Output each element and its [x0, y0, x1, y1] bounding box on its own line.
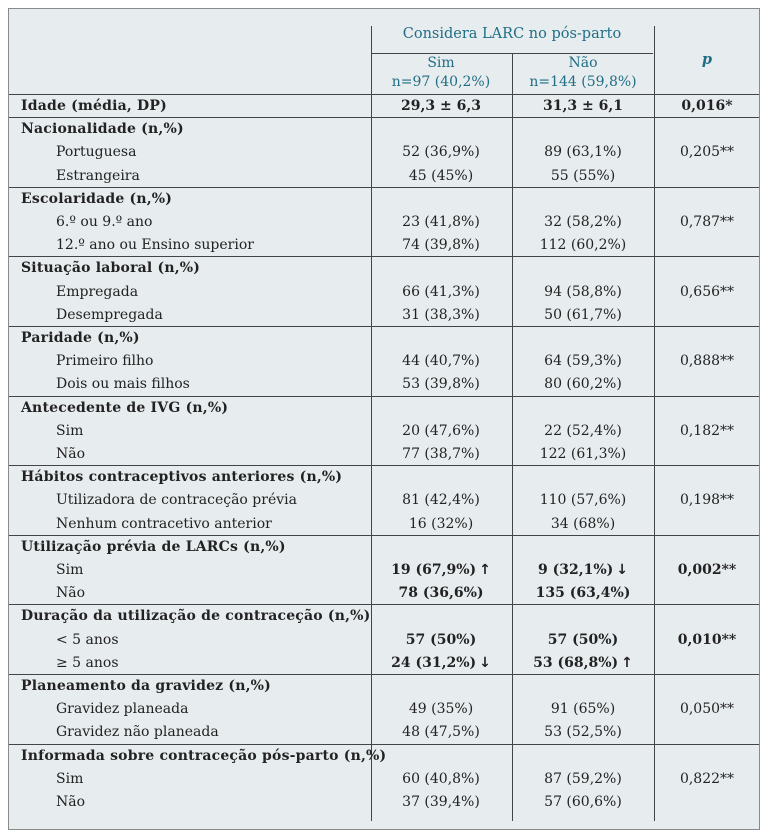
- value-text: 45 (45%): [408, 167, 474, 184]
- row-label: Dois ou mais filhos: [56, 376, 190, 393]
- row-label: 12.º ano ou Ensino superior: [56, 237, 254, 254]
- category-label: Duração da utilização de contraceção (n,%): [21, 608, 371, 625]
- header-col-nao: [513, 53, 653, 92]
- value-text: 9 (32,1%): [538, 562, 614, 578]
- table-row: [9, 304, 759, 327]
- table-row: [9, 420, 759, 443]
- p-value: 0,016*: [681, 98, 733, 114]
- header-nao-label: Não: [568, 55, 598, 71]
- value-nao: [513, 165, 653, 188]
- value-text: 57 (60,6%): [544, 794, 622, 810]
- row-divider: [9, 604, 759, 605]
- category-label: Escolaridade (n,%): [21, 190, 173, 207]
- value-nao: [513, 141, 653, 164]
- value-text: 80 (60,2%): [544, 376, 622, 393]
- value-nao: [513, 443, 653, 466]
- p-value: 0,205**: [679, 144, 735, 161]
- value-text: 89 (63,1%): [544, 144, 622, 161]
- table-row: [9, 397, 759, 420]
- value-text: 60 (40,8%): [402, 770, 480, 787]
- value-sim: [371, 513, 511, 536]
- value-sim: [371, 582, 511, 605]
- header-col-p: p: [701, 51, 713, 68]
- value-nao: [513, 211, 653, 234]
- table-row: [9, 489, 759, 512]
- row-divider: [9, 744, 759, 745]
- row-label: ≥ 5 anos: [56, 654, 119, 671]
- row-label: Gravidez planeada: [56, 701, 189, 718]
- header-sim-n: n=97 (40,2%): [391, 74, 491, 90]
- value-sim: [371, 234, 511, 257]
- value-nao: [513, 791, 653, 814]
- row-label: Sim: [56, 562, 84, 578]
- value-sim: [371, 443, 511, 466]
- row-label: Nenhum contracetivo anterior: [56, 515, 272, 532]
- table-row: [9, 373, 759, 396]
- value-text: 50 (61,7%): [544, 306, 622, 323]
- value-nao: [513, 304, 653, 327]
- category-label: Situação laboral (n,%): [21, 260, 201, 277]
- value-sim: [371, 652, 511, 675]
- category-label: Paridade (n,%): [21, 330, 140, 346]
- table-row: [9, 629, 759, 652]
- table-row: [9, 281, 759, 304]
- row-label: Não: [56, 585, 86, 602]
- value-text: 16 (32%): [408, 515, 474, 532]
- value-nao: [513, 698, 653, 721]
- table-row: [9, 652, 759, 675]
- value-sim: [371, 420, 511, 443]
- value-nao: [513, 489, 653, 512]
- value-sim: [371, 721, 511, 744]
- value-text: 110 (57,6%): [539, 492, 627, 509]
- row-label: Utilizadora de contraceção prévia: [56, 492, 297, 509]
- table-row: [9, 257, 759, 280]
- table-row: [9, 350, 759, 373]
- category-label: Antecedente de IVG (n,%): [21, 399, 229, 416]
- p-value: 0,002**: [677, 562, 737, 578]
- value-sim: [371, 629, 511, 652]
- table-row: [9, 513, 759, 536]
- value-text: 52 (36,9%): [402, 144, 480, 161]
- value-text: 22 (52,4%): [544, 422, 622, 439]
- p-value: 0,656**: [679, 283, 735, 300]
- value-text: 34 (68%): [550, 515, 616, 532]
- results-table: [8, 8, 760, 830]
- header-col-sim: [371, 53, 511, 92]
- table-row: [9, 745, 759, 768]
- value-sim: [371, 165, 511, 188]
- row-label: Portuguesa: [56, 144, 137, 161]
- value-text: 81 (42,4%): [402, 492, 480, 509]
- header-nao-n: n=144 (59,8%): [529, 74, 637, 90]
- row-divider: [9, 117, 759, 118]
- table-row: [9, 768, 759, 791]
- row-label: Empregada: [56, 283, 139, 300]
- table-row: [9, 443, 759, 466]
- value-text: 53 (68,8%): [533, 654, 619, 671]
- value-text: 122 (61,3%): [539, 446, 627, 462]
- table-row: [9, 188, 759, 211]
- value-nao: [513, 768, 653, 791]
- row-label: Primeiro filho: [56, 353, 154, 370]
- p-value: 0,198**: [679, 492, 735, 509]
- category-label: Nacionalidade (n,%): [21, 121, 184, 138]
- value-nao: [513, 95, 653, 118]
- row-label: Não: [56, 794, 86, 810]
- value-text: 77 (38,7%): [402, 446, 480, 462]
- value-nao: [513, 559, 653, 582]
- row-divider: [9, 535, 759, 536]
- value-sim: [371, 791, 511, 814]
- arrow-down-icon: ↓: [479, 654, 491, 671]
- row-divider: [9, 465, 759, 466]
- row-label: < 5 anos: [56, 631, 119, 648]
- row-divider: [9, 187, 759, 188]
- table-row: [9, 141, 759, 164]
- table-row: [9, 721, 759, 744]
- row-label: Estrangeira: [56, 167, 140, 184]
- value-sim: [371, 141, 511, 164]
- value-sim: [371, 559, 511, 582]
- row-label: 6.º ou 9.º ano: [56, 214, 153, 230]
- row-label: Não: [56, 446, 86, 462]
- arrow-up-icon: ↑: [621, 654, 633, 671]
- value-nao: [513, 234, 653, 257]
- row-label: Sim: [56, 770, 84, 787]
- value-sim: [371, 95, 511, 118]
- value-text: 49 (35%): [408, 701, 474, 718]
- row-label: Idade (média, DP): [21, 98, 167, 114]
- value-text: 31 (38,3%): [402, 306, 480, 323]
- table-row: [9, 536, 759, 559]
- value-text: 19 (67,9%): [391, 562, 477, 578]
- value-nao: [513, 629, 653, 652]
- value-nao: [513, 652, 653, 675]
- value-text: 64 (59,3%): [544, 353, 622, 370]
- p-value: 0,888**: [679, 353, 735, 370]
- value-text: 29,3 ± 6,3: [401, 98, 481, 114]
- table-row: [9, 605, 759, 628]
- row-label: Sim: [56, 422, 84, 439]
- value-sim: [371, 211, 511, 234]
- value-text: 112 (60,2%): [539, 237, 627, 254]
- value-nao: [513, 373, 653, 396]
- value-text: 74 (39,8%): [402, 237, 480, 254]
- category-label: Informada sobre contraceção pós-parto (n,%): [21, 747, 387, 764]
- table-row: [9, 698, 759, 721]
- row-divider: [9, 326, 759, 327]
- value-nao: [513, 513, 653, 536]
- value-text: 135 (63,4%): [535, 585, 631, 602]
- value-text: 55 (55%): [550, 167, 616, 184]
- value-text: 57 (50%): [547, 631, 619, 648]
- arrow-up-icon: ↑: [479, 562, 491, 578]
- table-row: [9, 559, 759, 582]
- p-value: 0,787**: [679, 214, 735, 230]
- value-text: 24 (31,2%): [391, 654, 477, 671]
- table-row: [9, 327, 759, 350]
- value-text: 37 (39,4%): [402, 794, 480, 810]
- value-sim: [371, 304, 511, 327]
- value-sim: [371, 768, 511, 791]
- value-nao: [513, 281, 653, 304]
- value-text: 57 (50%): [405, 631, 477, 648]
- value-text: 91 (65%): [550, 701, 616, 718]
- value-text: 32 (58,2%): [544, 214, 622, 230]
- row-divider: [9, 674, 759, 675]
- table-row: [9, 118, 759, 141]
- value-text: 44 (40,7%): [402, 353, 480, 370]
- row-divider: [9, 256, 759, 257]
- table-row: [9, 95, 759, 118]
- value-nao: [513, 420, 653, 443]
- value-text: 31,3 ± 6,1: [543, 98, 623, 114]
- value-nao: [513, 350, 653, 373]
- value-text: 94 (58,8%): [544, 283, 622, 300]
- value-text: 53 (39,8%): [402, 376, 480, 393]
- p-value: 0,182**: [679, 422, 735, 439]
- table-row: [9, 466, 759, 489]
- value-nao: [513, 721, 653, 744]
- category-label: Planeamento da gravidez (n,%): [21, 678, 272, 694]
- arrow-down-icon: ↓: [616, 562, 628, 578]
- value-sim: [371, 489, 511, 512]
- value-text: 66 (41,3%): [402, 283, 480, 300]
- category-label: Utilização prévia de LARCs (n,%): [21, 538, 286, 555]
- value-text: 53 (52,5%): [544, 724, 622, 741]
- header-sim-label: Sim: [427, 55, 455, 71]
- table-row: [9, 234, 759, 257]
- row-divider: [9, 94, 759, 95]
- value-text: 20 (47,6%): [402, 422, 480, 439]
- value-sim: [371, 281, 511, 304]
- header-group-title: Considera LARC no pós-parto: [402, 26, 622, 42]
- row-divider: [9, 396, 759, 397]
- value-text: 78 (36,6%): [398, 585, 484, 602]
- value-text: 87 (59,2%): [544, 770, 622, 787]
- table-row: [9, 791, 759, 814]
- table-row: [9, 582, 759, 605]
- table-row: [9, 675, 759, 698]
- row-label: Gravidez não planeada: [56, 724, 219, 741]
- value-sim: [371, 373, 511, 396]
- table-row: [9, 211, 759, 234]
- value-nao: [513, 582, 653, 605]
- p-value: 0,822**: [679, 770, 735, 787]
- value-text: 23 (41,8%): [402, 214, 480, 230]
- p-value: 0,010**: [677, 631, 737, 648]
- table-row: [9, 165, 759, 188]
- value-text: 48 (47,5%): [402, 724, 480, 741]
- p-value: 0,050**: [679, 701, 735, 718]
- category-label: Hábitos contraceptivos anteriores (n,%): [21, 469, 343, 486]
- value-sim: [371, 698, 511, 721]
- row-label: Desempregada: [56, 306, 163, 323]
- value-sim: [371, 350, 511, 373]
